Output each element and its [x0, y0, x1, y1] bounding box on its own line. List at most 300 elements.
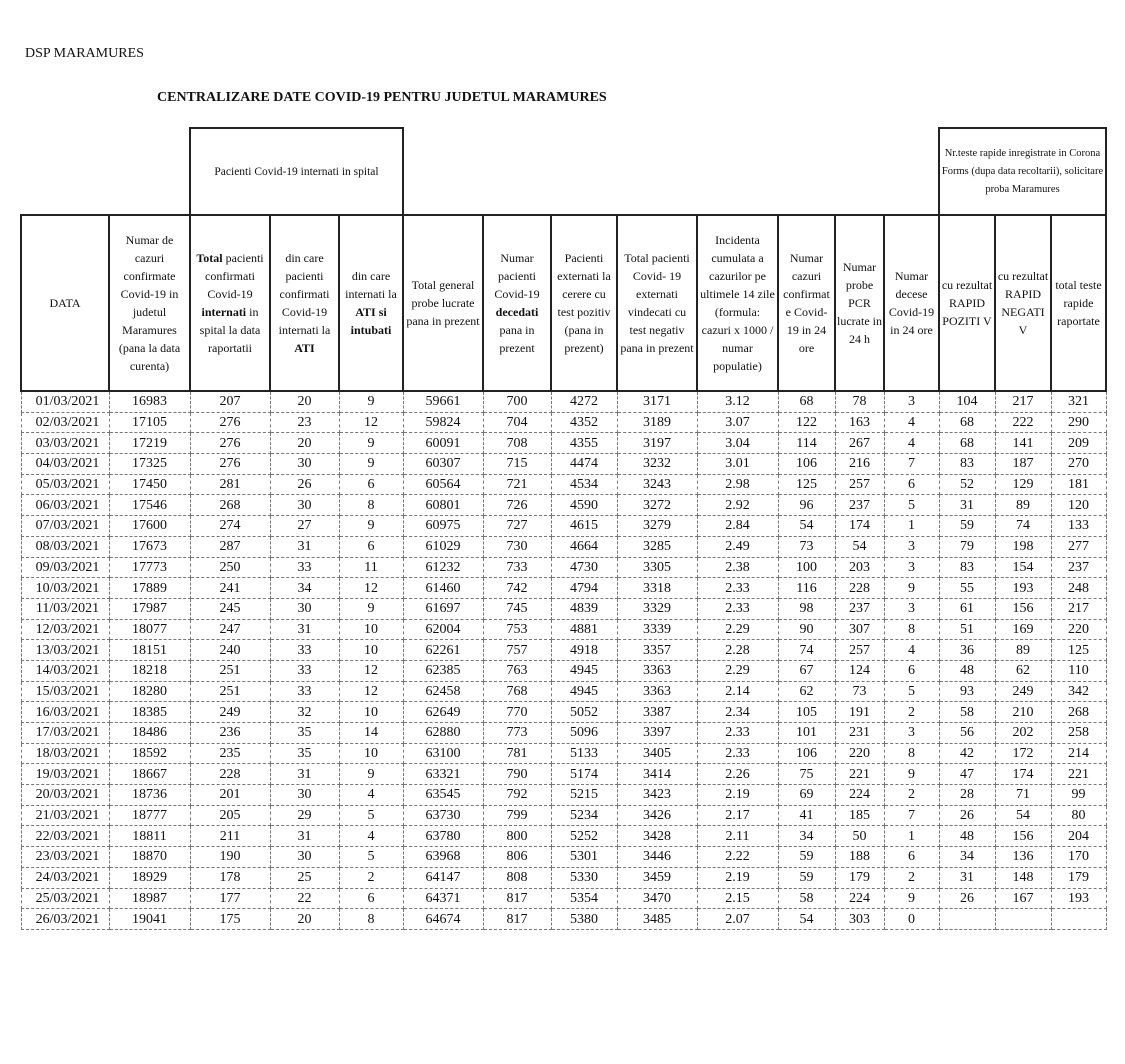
cell-incidence-14d: 2.34: [697, 702, 778, 723]
cell-discharged-positive: 5301: [551, 847, 617, 868]
cell-pcr-24h: 237: [835, 598, 884, 619]
cell-new-cases-24h: 75: [778, 764, 835, 785]
cell-new-cases-24h: 69: [778, 785, 835, 806]
column-header-text: decedati: [495, 305, 539, 319]
cell-confirmed-total: 18280: [109, 681, 190, 702]
column-header-date: [21, 215, 109, 391]
cell-date: 10/03/2021: [21, 578, 109, 599]
cell-confirmed-total: 18151: [109, 640, 190, 661]
cell-confirmed-total: 18811: [109, 826, 190, 847]
cell-deceased: 817: [483, 909, 551, 930]
cell-hospitalized: 228: [190, 764, 270, 785]
column-header-text: cu rezultat RAPID POZITI V: [941, 278, 993, 328]
cell-discharged-positive: 5330: [551, 867, 617, 888]
column-header-incidence-14d: [697, 215, 778, 391]
cell-recovered: 3243: [617, 474, 697, 495]
cell-rapid-negative: 169: [995, 619, 1051, 640]
cell-confirmed-total: 17325: [109, 454, 190, 475]
cell-recovered: 3363: [617, 681, 697, 702]
cell-rapid-total: 290: [1051, 412, 1106, 433]
column-header-text: pacienti confirmati Covid-19: [205, 251, 264, 301]
cell-date: 13/03/2021: [21, 640, 109, 661]
cell-rapid-positive: 47: [939, 764, 995, 785]
cell-pcr-24h: 78: [835, 391, 884, 412]
cell-rapid-negative: 129: [995, 474, 1051, 495]
table-row: [21, 888, 1106, 909]
cell-discharged-positive: 4918: [551, 640, 617, 661]
cell-rapid-positive: [939, 909, 995, 930]
cell-pcr-24h: 257: [835, 640, 884, 661]
cell-pcr-24h: 216: [835, 454, 884, 475]
cell-discharged-positive: 4945: [551, 660, 617, 681]
cell-deceased: 763: [483, 660, 551, 681]
table-row: [21, 805, 1106, 826]
cell-total-tests: 63545: [403, 785, 483, 806]
cell-hospitalized: 247: [190, 619, 270, 640]
cell-new-cases-24h: 73: [778, 536, 835, 557]
cell-recovered: 3272: [617, 495, 697, 516]
cell-new-cases-24h: 54: [778, 516, 835, 537]
cell-deceased: 753: [483, 619, 551, 640]
cell-discharged-positive: 4272: [551, 391, 617, 412]
cell-icu-intubated: 9: [339, 391, 403, 412]
cell-new-cases-24h: 100: [778, 557, 835, 578]
cell-pcr-24h: 224: [835, 888, 884, 909]
cell-rapid-total: 268: [1051, 702, 1106, 723]
cell-total-tests: 61460: [403, 578, 483, 599]
cell-pcr-24h: 185: [835, 805, 884, 826]
cell-deaths-24h: 3: [884, 723, 939, 744]
cell-incidence-14d: 2.33: [697, 578, 778, 599]
cell-total-tests: 63780: [403, 826, 483, 847]
cell-icu-intubated: 5: [339, 805, 403, 826]
column-header-row: [21, 215, 1106, 391]
cell-date: 04/03/2021: [21, 454, 109, 475]
cell-deaths-24h: 9: [884, 578, 939, 599]
column-header-rapid-negative: [995, 215, 1051, 391]
table-row: [21, 474, 1106, 495]
table-row: [21, 743, 1106, 764]
cell-rapid-negative: [995, 909, 1051, 930]
cell-discharged-positive: 5052: [551, 702, 617, 723]
cell-rapid-negative: 193: [995, 578, 1051, 599]
cell-incidence-14d: 2.17: [697, 805, 778, 826]
cell-deaths-24h: 6: [884, 847, 939, 868]
column-header-text: Numar decese Covid-19 in 24 ore: [888, 269, 935, 337]
cell-confirmed-total: 19041: [109, 909, 190, 930]
cell-total-tests: 62880: [403, 723, 483, 744]
cell-pcr-24h: 73: [835, 681, 884, 702]
cell-date: 14/03/2021: [21, 660, 109, 681]
cell-rapid-positive: 83: [939, 557, 995, 578]
cell-incidence-14d: 2.14: [697, 681, 778, 702]
cell-incidence-14d: 2.28: [697, 640, 778, 661]
cell-incidence-14d: 2.84: [697, 516, 778, 537]
cell-date: 11/03/2021: [21, 598, 109, 619]
cell-deaths-24h: 8: [884, 619, 939, 640]
cell-icu-intubated: 12: [339, 660, 403, 681]
cell-confirmed-total: 18777: [109, 805, 190, 826]
cell-discharged-positive: 4664: [551, 536, 617, 557]
column-header-text: in spital la data raportatii: [199, 305, 261, 355]
column-header-icu-intubated: [339, 215, 403, 391]
column-header-total-tests: [403, 215, 483, 391]
cell-confirmed-total: 17673: [109, 536, 190, 557]
cell-pcr-24h: 231: [835, 723, 884, 744]
cell-icu-intubated: 9: [339, 516, 403, 537]
cell-deceased: 773: [483, 723, 551, 744]
cell-discharged-positive: 4945: [551, 681, 617, 702]
cell-discharged-positive: 4590: [551, 495, 617, 516]
cell-icu: 27: [270, 516, 339, 537]
cell-rapid-negative: 148: [995, 867, 1051, 888]
cell-icu: 34: [270, 578, 339, 599]
cell-total-tests: 63321: [403, 764, 483, 785]
cell-discharged-positive: 5234: [551, 805, 617, 826]
cell-discharged-positive: 5096: [551, 723, 617, 744]
cell-deaths-24h: 6: [884, 474, 939, 495]
cell-icu-intubated: 10: [339, 702, 403, 723]
cell-deceased: 757: [483, 640, 551, 661]
cell-incidence-14d: 2.22: [697, 847, 778, 868]
cell-deceased: 799: [483, 805, 551, 826]
cell-deceased: 708: [483, 433, 551, 454]
cell-confirmed-total: 18077: [109, 619, 190, 640]
cell-icu: 29: [270, 805, 339, 826]
cell-hospitalized: 201: [190, 785, 270, 806]
cell-incidence-14d: 3.01: [697, 454, 778, 475]
table-row: [21, 578, 1106, 599]
cell-total-tests: 59661: [403, 391, 483, 412]
cell-total-tests: 60307: [403, 454, 483, 475]
cell-recovered: 3397: [617, 723, 697, 744]
cell-rapid-total: 181: [1051, 474, 1106, 495]
cell-hospitalized: 276: [190, 454, 270, 475]
cell-total-tests: 61697: [403, 598, 483, 619]
cell-discharged-positive: 4534: [551, 474, 617, 495]
cell-incidence-14d: 2.38: [697, 557, 778, 578]
cell-icu: 25: [270, 867, 339, 888]
cell-rapid-positive: 59: [939, 516, 995, 537]
cell-rapid-negative: 89: [995, 640, 1051, 661]
cell-date: 20/03/2021: [21, 785, 109, 806]
cell-rapid-negative: 187: [995, 454, 1051, 475]
cell-date: 22/03/2021: [21, 826, 109, 847]
cell-recovered: 3232: [617, 454, 697, 475]
cell-hospitalized: 190: [190, 847, 270, 868]
cell-rapid-positive: 93: [939, 681, 995, 702]
table-row: [21, 495, 1106, 516]
cell-icu: 31: [270, 764, 339, 785]
cell-incidence-14d: 2.49: [697, 536, 778, 557]
cell-deaths-24h: 0: [884, 909, 939, 930]
cell-discharged-positive: 5133: [551, 743, 617, 764]
cell-rapid-negative: 54: [995, 805, 1051, 826]
cell-rapid-total: [1051, 909, 1106, 930]
table-row: [21, 702, 1106, 723]
cell-discharged-positive: 4615: [551, 516, 617, 537]
cell-rapid-total: 270: [1051, 454, 1106, 475]
cell-rapid-negative: 136: [995, 847, 1051, 868]
cell-deaths-24h: 5: [884, 495, 939, 516]
cell-icu-intubated: 4: [339, 826, 403, 847]
cell-recovered: 3470: [617, 888, 697, 909]
cell-rapid-positive: 36: [939, 640, 995, 661]
cell-date: 05/03/2021: [21, 474, 109, 495]
cell-deceased: 727: [483, 516, 551, 537]
cell-incidence-14d: 3.12: [697, 391, 778, 412]
column-header-recovered: [617, 215, 697, 391]
cell-recovered: 3329: [617, 598, 697, 619]
cell-date: 26/03/2021: [21, 909, 109, 930]
cell-date: 08/03/2021: [21, 536, 109, 557]
cell-icu-intubated: 8: [339, 495, 403, 516]
cell-rapid-positive: 55: [939, 578, 995, 599]
cell-icu: 30: [270, 847, 339, 868]
cell-confirmed-total: 17546: [109, 495, 190, 516]
cell-recovered: 3197: [617, 433, 697, 454]
cell-new-cases-24h: 59: [778, 847, 835, 868]
cell-icu-intubated: 4: [339, 785, 403, 806]
cell-incidence-14d: 2.33: [697, 598, 778, 619]
cell-rapid-positive: 26: [939, 888, 995, 909]
cell-recovered: 3189: [617, 412, 697, 433]
cell-recovered: 3446: [617, 847, 697, 868]
cell-recovered: 3171: [617, 391, 697, 412]
cell-discharged-positive: 4474: [551, 454, 617, 475]
cell-new-cases-24h: 106: [778, 743, 835, 764]
cell-rapid-positive: 51: [939, 619, 995, 640]
cell-icu: 35: [270, 723, 339, 744]
cell-deaths-24h: 4: [884, 640, 939, 661]
cell-total-tests: 59824: [403, 412, 483, 433]
cell-icu-intubated: 10: [339, 743, 403, 764]
table-body: [21, 391, 1106, 929]
cell-total-tests: 60091: [403, 433, 483, 454]
cell-rapid-positive: 34: [939, 847, 995, 868]
cell-pcr-24h: 267: [835, 433, 884, 454]
cell-pcr-24h: 54: [835, 536, 884, 557]
column-header-text: Numar probe PCR lucrate in 24 h: [837, 260, 882, 346]
table-row: [21, 454, 1106, 475]
cell-icu: 31: [270, 826, 339, 847]
cell-icu-intubated: 6: [339, 536, 403, 557]
cell-rapid-total: 179: [1051, 867, 1106, 888]
cell-rapid-negative: 167: [995, 888, 1051, 909]
cell-confirmed-total: 17773: [109, 557, 190, 578]
cell-deaths-24h: 4: [884, 412, 939, 433]
cell-rapid-total: 258: [1051, 723, 1106, 744]
cell-rapid-negative: 154: [995, 557, 1051, 578]
cell-pcr-24h: 163: [835, 412, 884, 433]
column-header-text: internati: [201, 305, 247, 319]
cell-rapid-total: 133: [1051, 516, 1106, 537]
cell-new-cases-24h: 125: [778, 474, 835, 495]
cell-total-tests: 64674: [403, 909, 483, 930]
column-header-rapid-total: [1051, 215, 1106, 391]
cell-total-tests: 63100: [403, 743, 483, 764]
column-header-text: din care internati la: [345, 269, 397, 301]
column-header-text: DATA: [49, 296, 81, 310]
cell-discharged-positive: 4881: [551, 619, 617, 640]
cell-confirmed-total: 18385: [109, 702, 190, 723]
cell-hospitalized: 276: [190, 412, 270, 433]
cell-icu-intubated: 12: [339, 412, 403, 433]
cell-date: 19/03/2021: [21, 764, 109, 785]
table-row: [21, 433, 1106, 454]
cell-deceased: 733: [483, 557, 551, 578]
cell-pcr-24h: 124: [835, 660, 884, 681]
cell-new-cases-24h: 58: [778, 888, 835, 909]
cell-rapid-total: 321: [1051, 391, 1106, 412]
cell-recovered: 3318: [617, 578, 697, 599]
cell-hospitalized: 235: [190, 743, 270, 764]
cell-rapid-total: 125: [1051, 640, 1106, 661]
cell-pcr-24h: 237: [835, 495, 884, 516]
cell-new-cases-24h: 101: [778, 723, 835, 744]
column-header-confirmed-total: [109, 215, 190, 391]
cell-deaths-24h: 3: [884, 391, 939, 412]
cell-total-tests: 64371: [403, 888, 483, 909]
column-header-discharged-positive: [551, 215, 617, 391]
cell-confirmed-total: 16983: [109, 391, 190, 412]
cell-new-cases-24h: 116: [778, 578, 835, 599]
cell-deceased: 768: [483, 681, 551, 702]
cell-incidence-14d: 3.07: [697, 412, 778, 433]
cell-deceased: 726: [483, 495, 551, 516]
table-row: [21, 412, 1106, 433]
cell-discharged-positive: 4794: [551, 578, 617, 599]
cell-pcr-24h: 179: [835, 867, 884, 888]
cell-icu: 31: [270, 536, 339, 557]
cell-pcr-24h: 257: [835, 474, 884, 495]
cell-rapid-total: 342: [1051, 681, 1106, 702]
cell-icu-intubated: 12: [339, 578, 403, 599]
cell-discharged-positive: 5215: [551, 785, 617, 806]
cell-hospitalized: 177: [190, 888, 270, 909]
cell-icu-intubated: 6: [339, 474, 403, 495]
cell-confirmed-total: 18987: [109, 888, 190, 909]
cell-date: 02/03/2021: [21, 412, 109, 433]
cell-new-cases-24h: 98: [778, 598, 835, 619]
cell-rapid-positive: 68: [939, 412, 995, 433]
cell-date: 01/03/2021: [21, 391, 109, 412]
cell-deceased: 806: [483, 847, 551, 868]
cell-hospitalized: 268: [190, 495, 270, 516]
cell-deceased: 817: [483, 888, 551, 909]
table-row: [21, 785, 1106, 806]
cell-deaths-24h: 2: [884, 702, 939, 723]
cell-hospitalized: 250: [190, 557, 270, 578]
cell-rapid-positive: 68: [939, 433, 995, 454]
cell-deaths-24h: 9: [884, 888, 939, 909]
cell-icu: 30: [270, 785, 339, 806]
cell-pcr-24h: 303: [835, 909, 884, 930]
column-header-hospitalized: [190, 215, 270, 391]
cell-discharged-positive: 4355: [551, 433, 617, 454]
cell-new-cases-24h: 74: [778, 640, 835, 661]
column-header-icu: [270, 215, 339, 391]
cell-deceased: 700: [483, 391, 551, 412]
cell-total-tests: 60801: [403, 495, 483, 516]
table-row: [21, 681, 1106, 702]
cell-recovered: 3279: [617, 516, 697, 537]
cell-rapid-total: 217: [1051, 598, 1106, 619]
cell-new-cases-24h: 114: [778, 433, 835, 454]
cell-date: 03/03/2021: [21, 433, 109, 454]
cell-icu-intubated: 10: [339, 619, 403, 640]
cell-deceased: 742: [483, 578, 551, 599]
cell-new-cases-24h: 67: [778, 660, 835, 681]
cell-confirmed-total: 18736: [109, 785, 190, 806]
table-row: [21, 516, 1106, 537]
cell-rapid-negative: 141: [995, 433, 1051, 454]
table-row: [21, 660, 1106, 681]
cell-rapid-total: 110: [1051, 660, 1106, 681]
cell-recovered: 3387: [617, 702, 697, 723]
cell-deceased: 704: [483, 412, 551, 433]
cell-date: 25/03/2021: [21, 888, 109, 909]
cell-rapid-positive: 48: [939, 826, 995, 847]
cell-deceased: 721: [483, 474, 551, 495]
column-header-pcr-24h: [835, 215, 884, 391]
cell-icu-intubated: 11: [339, 557, 403, 578]
cell-icu: 35: [270, 743, 339, 764]
cell-rapid-negative: 202: [995, 723, 1051, 744]
cell-rapid-total: 214: [1051, 743, 1106, 764]
table-row: [21, 557, 1106, 578]
cell-rapid-positive: 58: [939, 702, 995, 723]
cell-incidence-14d: 3.04: [697, 433, 778, 454]
cell-icu-intubated: 10: [339, 640, 403, 661]
cell-new-cases-24h: 122: [778, 412, 835, 433]
cell-deaths-24h: 1: [884, 516, 939, 537]
cell-icu: 30: [270, 598, 339, 619]
cell-rapid-negative: 210: [995, 702, 1051, 723]
cell-rapid-total: 220: [1051, 619, 1106, 640]
cell-hospitalized: 281: [190, 474, 270, 495]
cell-new-cases-24h: 68: [778, 391, 835, 412]
column-header-text: Incidenta cumulata a cazurilor pe ultimele 14 zile (formula: cazuri x 1000 / numar populatie): [700, 233, 775, 373]
cell-discharged-positive: 4730: [551, 557, 617, 578]
cell-rapid-total: 170: [1051, 847, 1106, 868]
group-header-row: [21, 128, 1106, 215]
covid-data-table: [20, 127, 1107, 930]
cell-deaths-24h: 6: [884, 660, 939, 681]
cell-rapid-total: 204: [1051, 826, 1106, 847]
cell-pcr-24h: 228: [835, 578, 884, 599]
cell-confirmed-total: 17105: [109, 412, 190, 433]
cell-pcr-24h: 221: [835, 764, 884, 785]
cell-confirmed-total: 17889: [109, 578, 190, 599]
cell-incidence-14d: 2.26: [697, 764, 778, 785]
column-header-text: ATI: [294, 341, 315, 355]
cell-rapid-total: 80: [1051, 805, 1106, 826]
cell-icu-intubated: 5: [339, 847, 403, 868]
cell-icu: 33: [270, 640, 339, 661]
cell-recovered: 3357: [617, 640, 697, 661]
column-header-text: ATI si intubati: [350, 305, 392, 337]
cell-pcr-24h: 174: [835, 516, 884, 537]
cell-discharged-positive: 5252: [551, 826, 617, 847]
cell-date: 09/03/2021: [21, 557, 109, 578]
cell-date: 18/03/2021: [21, 743, 109, 764]
column-header-text: Total general probe lucrate pana in prezent: [406, 278, 480, 328]
cell-confirmed-total: 17987: [109, 598, 190, 619]
cell-recovered: 3485: [617, 909, 697, 930]
cell-rapid-total: 277: [1051, 536, 1106, 557]
cell-incidence-14d: 2.33: [697, 743, 778, 764]
